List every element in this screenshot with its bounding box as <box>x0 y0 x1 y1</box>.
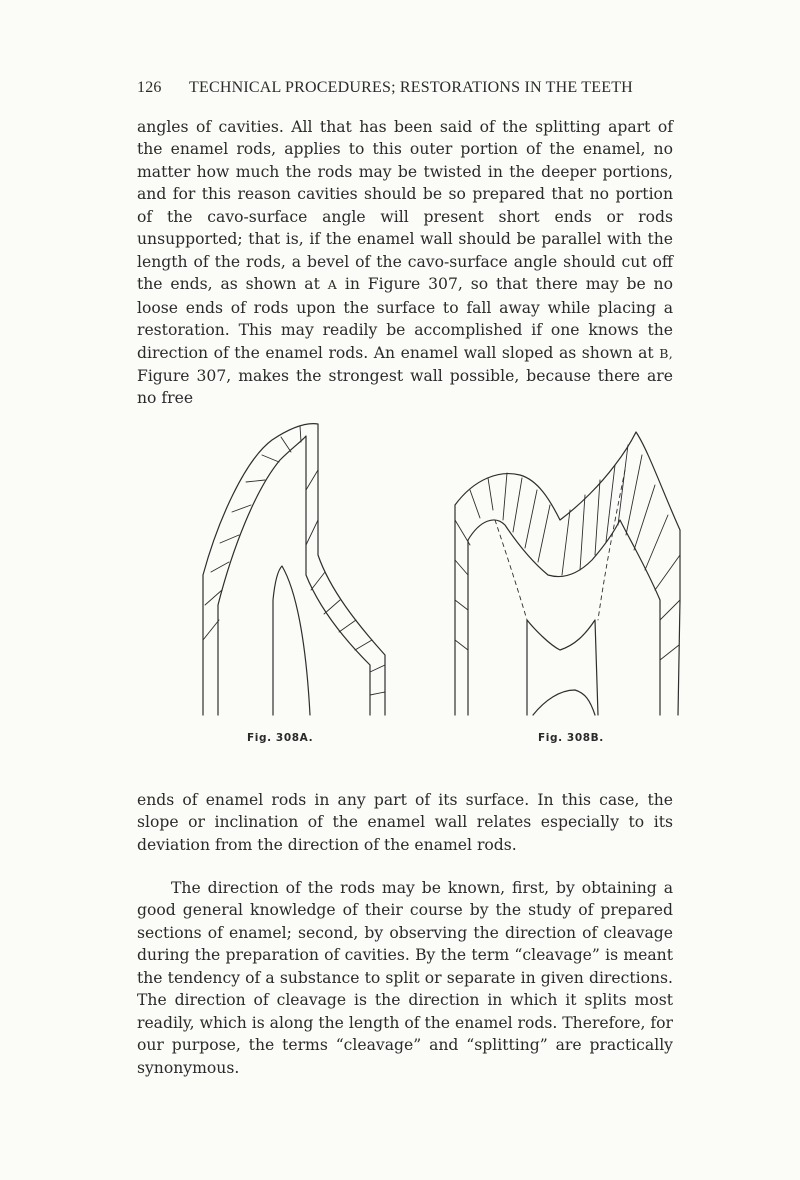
fig-308a-dentine-line <box>218 436 370 715</box>
paragraph-1-part-1: angles of cavities. All that has been said of the splitting apart of the enamel rods, applies to this outer portion of the enamel, no matter how much the rods may be twisted in the deeper portions, and for this reason cavities should be so prepared that no portion of the cavo-surface angle will present short ends or rods unsupported; that is, if the enamel wall should be parallel with the length of the rods, a bevel of the cavo-surface angle should cut off the ends, as shown at <box>137 118 673 294</box>
fig-308a-cavity-prep <box>273 566 310 715</box>
fig-308b-pulp-horn <box>533 690 595 715</box>
paragraph-1-part-2: in Figure 307, so that there may be no loose ends of rods upon the surface to fall away while placing a restoration. This may readily be accomplished if one knows the direction of the enamel rods. An enamel wall sloped as shown at <box>137 275 673 362</box>
fig-308b-cavity-prep <box>527 620 598 715</box>
fig-308a-drawing <box>203 424 385 715</box>
fig-308a-enamel-rods <box>203 426 385 695</box>
paragraph-1-part-3: Figure 307, makes the strongest wall possible, because there are no free <box>137 366 673 408</box>
fig-308a-outer-outline <box>203 424 385 715</box>
figure-illustration <box>0 415 800 735</box>
fig-308b-dashed-guides <box>495 470 625 620</box>
paragraph-3: The direction of the rods may be known, first, by obtaining a good general knowledge of their course by the study of prepared sections of enamel; second, by observing the direction of cleavage during the preparation of cavities. By the term “cleavage” is meant the tendency of a substance to split or separate in given directions. The direction of cleavage is the direction in which it splits most readily, which is along the length of the enamel rods. Therefore, for our purpose, the terms “cleavage” and “splitting” are practically synonymous. <box>137 879 673 1077</box>
paragraph-1 <box>137 116 673 410</box>
fig-308b-outer-outline <box>455 432 680 715</box>
running-title: TECHNICAL PROCEDURES; RESTORATIONS IN THE TEETH <box>189 79 633 96</box>
fig-308b-dentine-line <box>468 520 660 715</box>
page-number: 126 <box>137 79 162 96</box>
figure-caption-308a: Fig. 308A. <box>247 732 314 744</box>
label-a: A <box>327 277 338 293</box>
figure-caption-308b: Fig. 308B. <box>538 732 604 744</box>
paragraph-2: ends of enamel rods in any part of its surface. In this case, the slope or inclination of the enamel wall relates especially to its deviation from the direction of the enamel rods. <box>137 791 673 854</box>
running-head <box>137 79 657 97</box>
label-b: B, <box>659 345 673 361</box>
fig-308b-drawing <box>455 432 680 715</box>
